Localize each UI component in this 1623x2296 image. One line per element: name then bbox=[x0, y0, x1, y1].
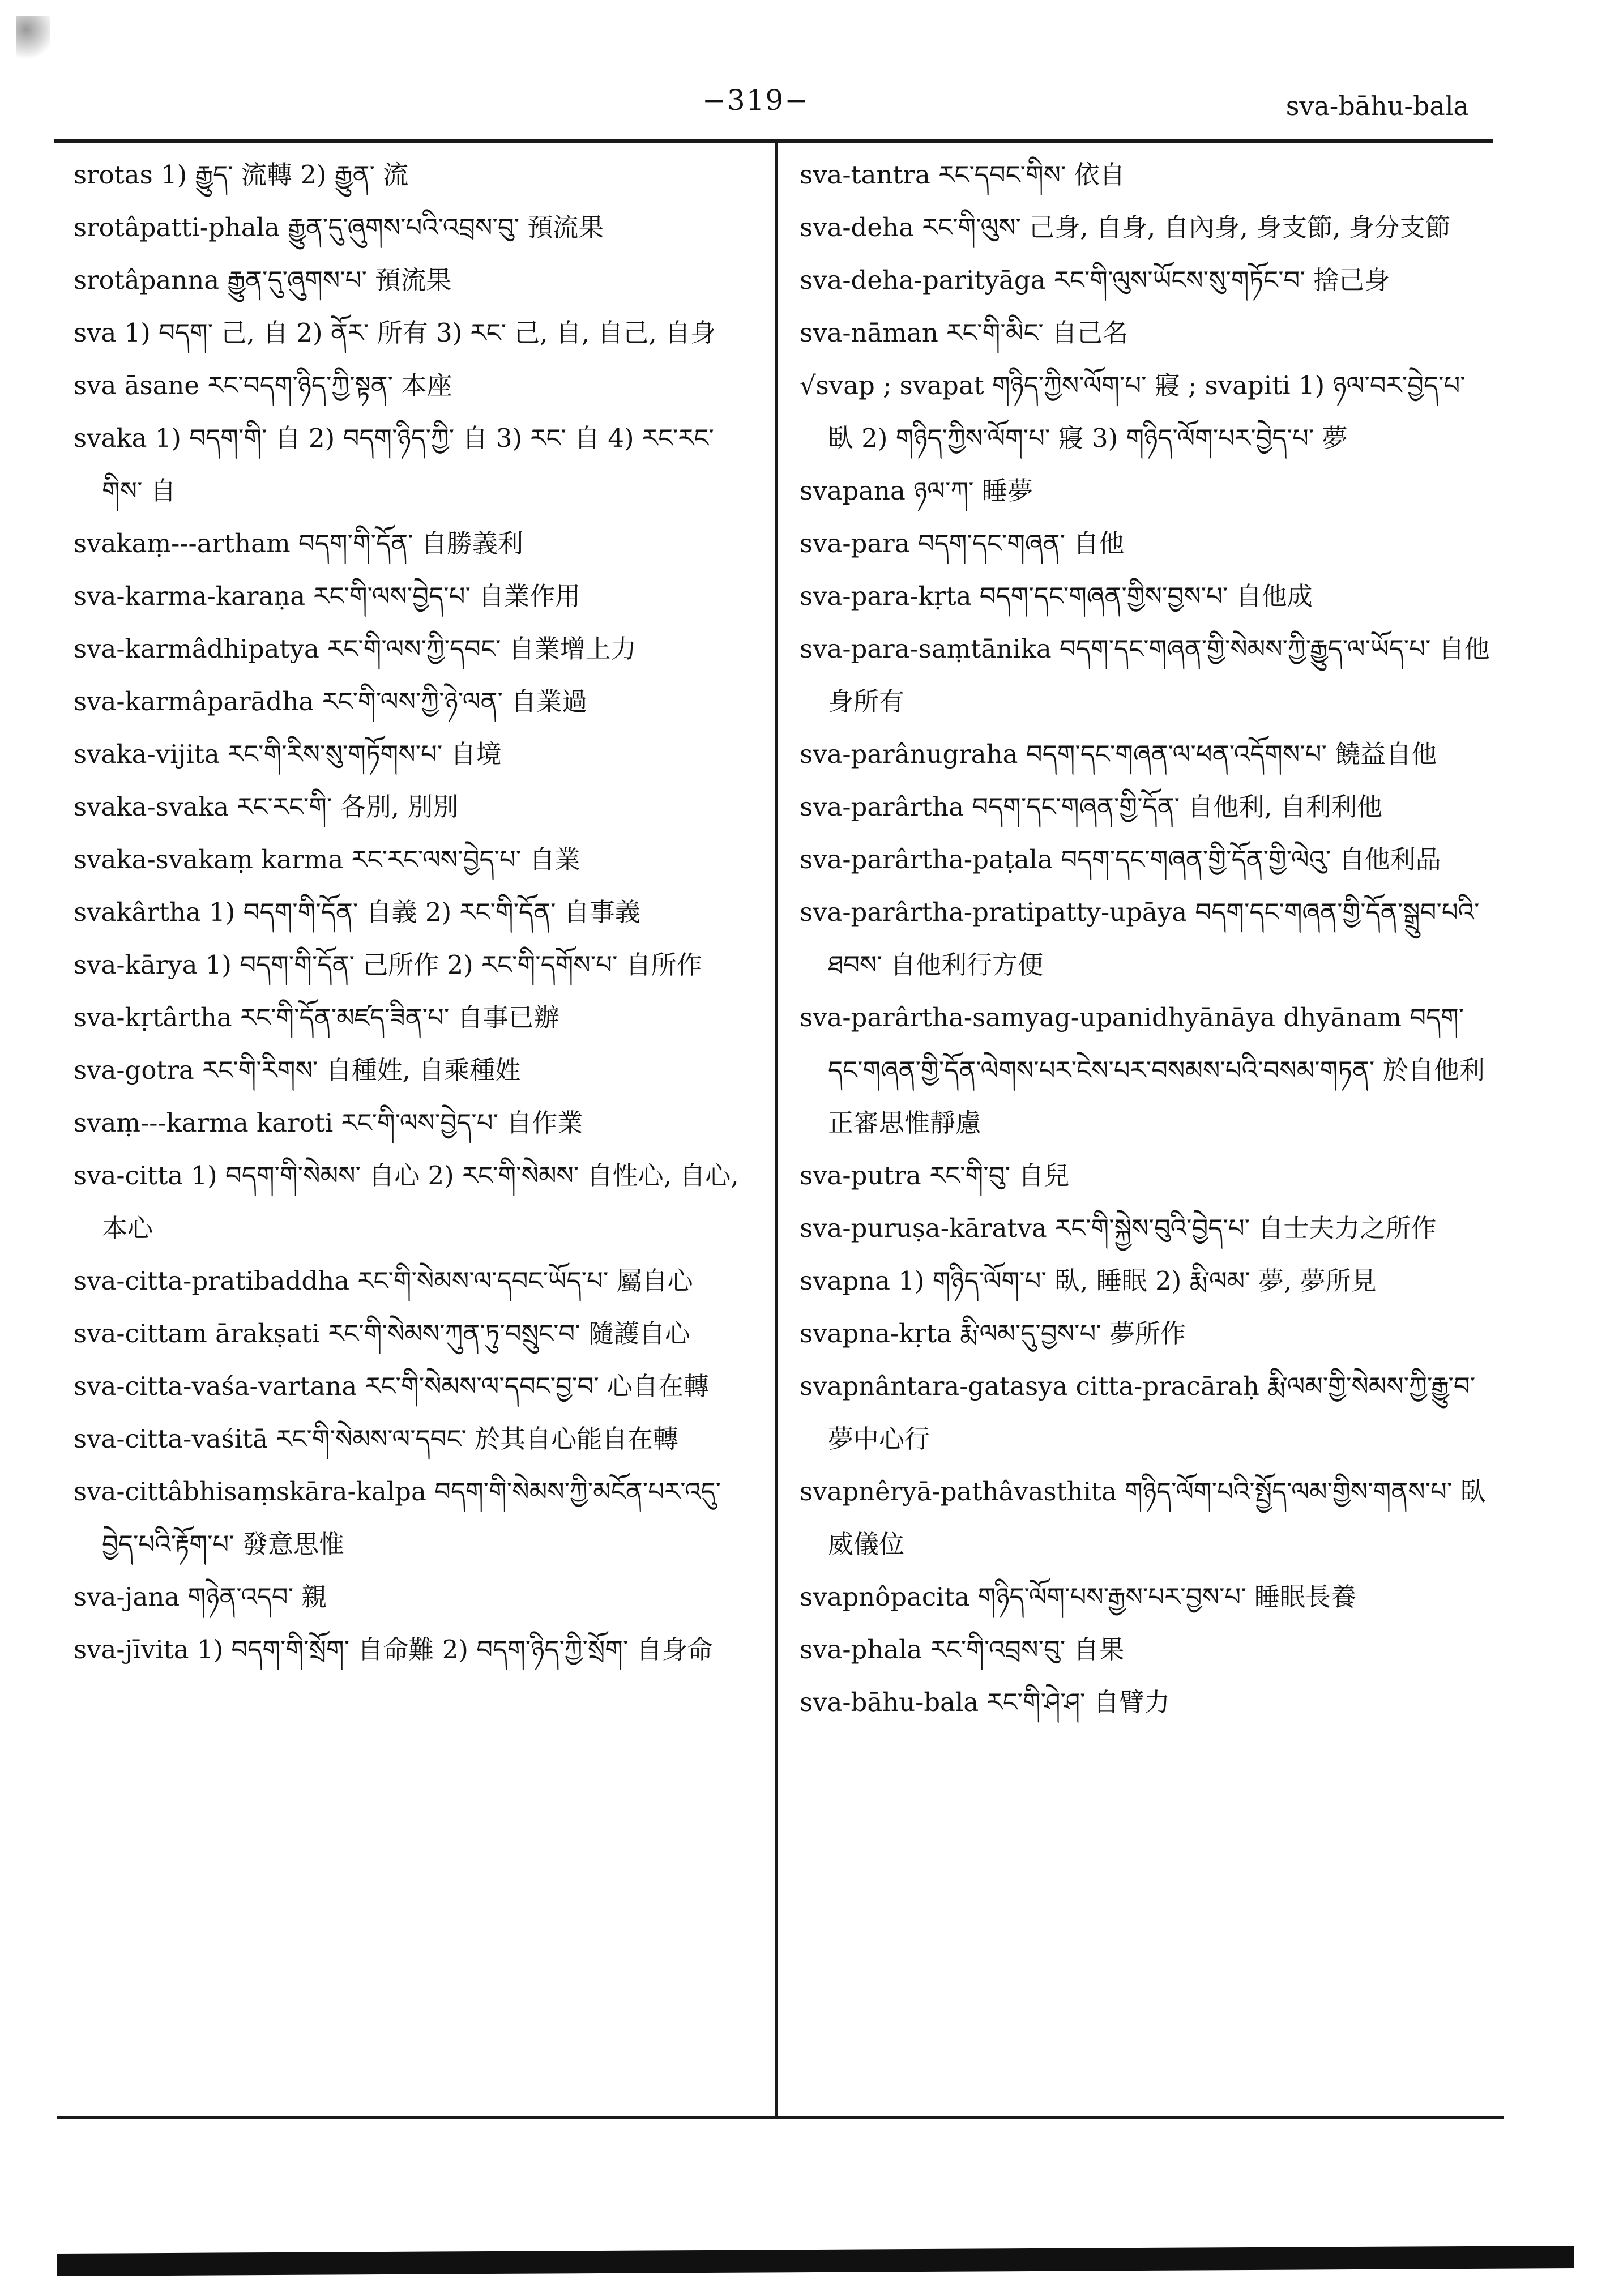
entry-headword: svaka-svakaṃ karma bbox=[74, 844, 344, 874]
header-rule bbox=[54, 139, 1493, 143]
entry-headword: svapnântara-gatasya citta-pracāraḥ bbox=[800, 1371, 1259, 1401]
entry-headword: sva-para-saṃtānika bbox=[800, 634, 1052, 664]
entry-translation: 1) བདག་གི་དོན་ 己所作 2) རང་གི་དགོས་པ་ 自所作 bbox=[205, 950, 702, 980]
entry-translation: རང་གི་ལས་བྱེད་པ་ 自業作用 bbox=[313, 581, 581, 611]
entry-headword: sva-citta-vaśa-vartana bbox=[74, 1371, 357, 1401]
dictionary-entry bbox=[800, 886, 1490, 991]
entry-headword: sva-phala bbox=[800, 1634, 922, 1665]
entry-headword: sva-citta bbox=[74, 1160, 183, 1190]
entry-translation: རྨི་ལམ་དུ་བྱས་པ་ 夢所作 bbox=[960, 1318, 1186, 1348]
entry-headword: sva-parârtha-paṭala bbox=[800, 844, 1053, 874]
dictionary-entry bbox=[800, 780, 1490, 833]
entry-headword: sva-deha bbox=[800, 212, 914, 242]
entry-translation: རང་གི་རིགས་ 自種姓, 自乘種姓 bbox=[202, 1055, 521, 1085]
entry-translation: རང་གི་རིས་སུ་གཏོགས་པ་ 自境 bbox=[228, 739, 502, 769]
entry-translation: རང་རང་ལས་བྱེད་པ་ 自業 bbox=[351, 844, 580, 874]
dictionary-entry bbox=[800, 148, 1490, 201]
dictionary-entry bbox=[74, 728, 753, 780]
entry-translation: རང་གི་ལས་ཀྱི་ཉེ་ལན་ 自業過 bbox=[322, 686, 588, 716]
entry-translation: རང་གི་ལུས་ 己身, 自身, 自內身, 身支節, 身分支節 bbox=[922, 212, 1451, 242]
entry-headword: svaka bbox=[74, 423, 147, 453]
entry-translation: 1) གཉིད་ལོག་པ་ 臥, 睡眠 2) རྨི་ལམ་ 夢, 夢所見 bbox=[898, 1266, 1377, 1296]
dictionary-entry bbox=[74, 1412, 753, 1465]
dictionary-entry bbox=[800, 306, 1490, 359]
entry-translation: རང་གི་ལས་ཀྱི་དབང་ 自業增上力 bbox=[327, 634, 637, 664]
entry-headword: √svap ; svapat bbox=[800, 370, 984, 400]
dictionary-entry bbox=[800, 728, 1490, 780]
dictionary-entry bbox=[74, 938, 753, 991]
entry-headword: sva-deha-parityāga bbox=[800, 265, 1046, 295]
entry-headword: sva-karmâparādha bbox=[74, 686, 314, 716]
entry-headword: sva-citta-pratibaddha bbox=[74, 1266, 350, 1296]
entry-translation: རང་རང་གི་ 各別, 別別 bbox=[237, 792, 459, 822]
entry-headword: sva-cittâbhisaṃskāra-kalpa bbox=[74, 1476, 426, 1507]
entry-translation: རང་གི་སྐྱེས་བུའི་བྱེད་པ་ 自士夫力之所作 bbox=[1055, 1213, 1437, 1243]
entry-headword: sva-bāhu-bala bbox=[800, 1687, 979, 1717]
entry-translation: 1) རྒྱུད་ 流轉 2) རྒྱུན་ 流 bbox=[161, 160, 409, 190]
entry-translation: རང་དབང་གིས་ 依自 bbox=[938, 160, 1125, 190]
entry-translation: གཉིད་ལོག་པས་རྒྱས་པར་བྱས་པ་ 睡眠長養 bbox=[977, 1582, 1357, 1612]
entry-translation: རྒྱུན་དུ་ཞུགས་པ་ 預流果 bbox=[227, 265, 452, 295]
entry-headword: sva-karmâdhipatya bbox=[74, 634, 319, 664]
entry-translation: བདག་དང་གཞན་གྱི་དོན་སྒྲུབ་པའི་ཐབས་ 自他利行方便 bbox=[828, 897, 1480, 980]
entry-translation: རང་གི་ཤེ་ཤ་ 自臂力 bbox=[986, 1687, 1170, 1717]
entry-headword: sva-nāman bbox=[800, 318, 938, 348]
entry-headword: sva-putra bbox=[800, 1160, 921, 1190]
entry-headword: sva-para-kṛta bbox=[800, 581, 972, 611]
dictionary-entry bbox=[800, 1307, 1490, 1360]
entry-translation: རྒྱུན་དུ་ཞུགས་པའི་འབྲས་བུ་ 預流果 bbox=[288, 212, 604, 242]
dictionary-entry bbox=[800, 254, 1490, 306]
entry-translation: གཉེན་འདབ་ 親 bbox=[187, 1582, 327, 1612]
dictionary-entry bbox=[74, 833, 753, 886]
dictionary-entry bbox=[74, 886, 753, 938]
entry-translation: རྨི་ལམ་གྱི་སེམས་ཀྱི་རྒྱུ་བ་ 夢中心行 bbox=[828, 1371, 1476, 1454]
dictionary-entry bbox=[800, 201, 1490, 254]
entry-headword: sva-karma-karaṇa bbox=[74, 581, 306, 611]
dictionary-entry bbox=[74, 1360, 753, 1412]
entry-headword: srotâpanna bbox=[74, 265, 220, 295]
dictionary-entry bbox=[74, 1307, 753, 1360]
dictionary-entry bbox=[74, 1571, 753, 1623]
entry-headword: svaka-svaka bbox=[74, 792, 229, 822]
entry-headword: sva-tantra bbox=[800, 160, 930, 190]
entry-translation: རང་གི་འབྲས་བུ་ 自果 bbox=[930, 1634, 1125, 1665]
dictionary-entry bbox=[74, 254, 753, 306]
column-divider bbox=[775, 142, 778, 2117]
footer-rule bbox=[57, 2116, 1504, 2119]
dictionary-entry bbox=[800, 464, 1490, 517]
entry-translation: རང་གི་སེམས་ལ་དབང་ 於其自心能自在轉 bbox=[276, 1424, 679, 1454]
entry-headword: srotâpatti-phala bbox=[74, 212, 280, 242]
dictionary-entry bbox=[800, 517, 1490, 570]
entry-translation: གཉིད་ཀྱིས་ལོག་པ་ 寢 ; svapiti 1) ཉལ་བར་བྱེད་པ་ 臥 2) གཉིད་ཀྱིས་ལོག་པ་ 寢 3) གཉིད་ལོག་པར་བྱེད་པ་ 夢 bbox=[828, 370, 1466, 453]
entry-translation: 1) བདག་གི་དོན་ 自義 2) རང་གི་དོན་ 自事義 bbox=[209, 897, 640, 927]
entry-translation: རང་གི་བུ་ 自兒 bbox=[929, 1160, 1070, 1190]
entry-headword: svaka-vijita bbox=[74, 739, 220, 769]
entry-headword: sva-kārya bbox=[74, 950, 198, 980]
dictionary-entry bbox=[800, 1202, 1490, 1254]
dictionary-entry bbox=[800, 622, 1490, 728]
dictionary-entry bbox=[74, 570, 753, 622]
entry-headword: sva-citta-vaśitā bbox=[74, 1424, 268, 1454]
dictionary-entry bbox=[800, 1676, 1490, 1729]
entry-translation: རང་གི་མིང་ 自己名 bbox=[946, 318, 1129, 348]
dictionary-entry bbox=[800, 1254, 1490, 1307]
entry-translation: བདག་དང་གཞན་ 自他 bbox=[917, 528, 1125, 558]
dictionary-entry bbox=[800, 1360, 1490, 1465]
dictionary-entry bbox=[800, 1149, 1490, 1202]
entry-headword: sva-parârtha-samyag-upanidhyānāya dhyānam bbox=[800, 1002, 1402, 1032]
entry-translation: རང་གི་ལས་བྱེད་པ་ 自作業 bbox=[341, 1108, 583, 1138]
entry-translation: བདག་དང་གཞན་ལ་ཕན་འདོགས་པ་ 饒益自他 bbox=[1026, 739, 1437, 769]
entry-headword: sva-jīvita bbox=[74, 1634, 189, 1665]
dictionary-entry bbox=[800, 1623, 1490, 1676]
entry-translation: 1) བདག་གི་སེམས་ 自心 2) རང་གི་སེམས་ 自性心, 自心, 本心 bbox=[102, 1160, 739, 1243]
running-head: sva-bāhu-bala bbox=[1285, 91, 1469, 121]
scan-artifact bbox=[16, 16, 50, 61]
entry-headword: sva-parârtha bbox=[800, 792, 964, 822]
dictionary-entry bbox=[74, 1623, 753, 1676]
entry-headword: svakârtha bbox=[74, 897, 201, 927]
scan-edge-bar bbox=[57, 2246, 1574, 2276]
entry-headword: sva-para bbox=[800, 528, 910, 558]
entry-translation: རང་གི་དོན་མཛད་ཟིན་པ་ 自事已辦 bbox=[240, 1002, 559, 1032]
dictionary-entry bbox=[74, 991, 753, 1044]
dictionary-entry bbox=[74, 1044, 753, 1096]
entry-translation: རང་གི་ལུས་ཡོངས་སུ་གཏོང་བ་ 捨己身 bbox=[1053, 265, 1390, 295]
dictionary-entry bbox=[74, 1465, 753, 1571]
dictionary-entry bbox=[800, 359, 1490, 464]
dictionary-entry bbox=[74, 622, 753, 675]
dictionary-entry bbox=[800, 833, 1490, 886]
entry-headword: svapna-kṛta bbox=[800, 1318, 952, 1348]
dictionary-entry bbox=[800, 570, 1490, 622]
entry-headword: sva-jana bbox=[74, 1582, 180, 1612]
entry-translation: རང་གི་སེམས་ཀུན་ཏུ་བསྲུང་བ་ 隨護自心 bbox=[328, 1318, 691, 1348]
entry-headword: svapna bbox=[800, 1266, 890, 1296]
entry-headword: sva-parârtha-pratipatty-upāya bbox=[800, 897, 1188, 927]
entry-translation: བདག་དང་གཞན་གྱི་དོན་ 自他利, 自利利他 bbox=[972, 792, 1382, 822]
entry-translation: གཉིད་ལོག་པའི་སྤྱོད་ལམ་གྱིས་གནས་པ་ 臥威儀位 bbox=[828, 1476, 1486, 1559]
entry-translation: 1) བདག་གི་ 自 2) བདག་ཉིད་ཀྱི་ 自 3) རང་ 自 4) རང་རང་གིས་ 自 bbox=[102, 423, 714, 506]
entry-translation: རང་གི་སེམས་ལ་དབང་བྱ་བ་ 心自在轉 bbox=[365, 1371, 709, 1401]
entry-headword: svaṃ---karma karoti bbox=[74, 1108, 334, 1138]
entry-headword: svapnôpacita bbox=[800, 1582, 970, 1612]
entry-headword: sva bbox=[74, 318, 117, 348]
dictionary-entry bbox=[74, 1096, 753, 1149]
dictionary-entry bbox=[74, 1149, 753, 1254]
entry-headword: svapnêryā-pathâvasthita bbox=[800, 1476, 1117, 1507]
right-column bbox=[800, 148, 1490, 1729]
entry-translation: 1) བདག་ 己, 自 2) ནོར་ 所有 3) རང་ 己, 自, 自己, 自身 bbox=[124, 318, 716, 348]
entry-headword: sva-cittam ārakṣati bbox=[74, 1318, 320, 1348]
entry-translation: ཉལ་ཀ་ 睡夢 bbox=[913, 476, 1033, 506]
entry-headword: svakaṃ---artham bbox=[74, 528, 291, 558]
entry-translation: བདག་དང་གཞན་གྱི་དོན་གྱི་ལེའུ་ 自他利品 bbox=[1061, 844, 1441, 874]
entry-headword: sva-kṛtârtha bbox=[74, 1002, 232, 1032]
entry-translation: བདག་དང་གཞན་གྱི་དོན་ལེགས་པར་ངེས་པར་བསམས་པའི་བསམ་གཏན་ 於自他利正審思惟靜慮 bbox=[828, 1002, 1485, 1138]
dictionary-entry bbox=[800, 1571, 1490, 1623]
dictionary-entry bbox=[800, 1465, 1490, 1571]
entry-headword: srotas bbox=[74, 160, 153, 190]
dictionary-entry bbox=[74, 201, 753, 254]
dictionary-entry bbox=[74, 1254, 753, 1307]
dictionary-entry bbox=[74, 148, 753, 201]
entry-headword: sva-gotra bbox=[74, 1055, 194, 1085]
entry-translation: རང་བདག་ཉིད་ཀྱི་སྟན་ 本座 bbox=[207, 370, 452, 400]
entry-headword: sva āsane bbox=[74, 370, 200, 400]
dictionary-entry bbox=[74, 306, 753, 359]
entry-translation: བདག་དང་གཞན་གྱིས་བྱས་པ་ 自他成 bbox=[979, 581, 1313, 611]
page-number: −319− bbox=[702, 84, 810, 117]
entry-translation: བདག་གི་དོན་ 自勝義利 bbox=[298, 528, 523, 558]
dictionary-entry bbox=[74, 517, 753, 570]
entry-headword: sva-parânugraha bbox=[800, 739, 1018, 769]
entry-headword: sva-puruṣa-kāratva bbox=[800, 1213, 1047, 1243]
entry-headword: svapana bbox=[800, 476, 906, 506]
dictionary-entry bbox=[74, 359, 753, 412]
entry-translation: བདག་གི་སེམས་ཀྱི་མངོན་པར་འདུ་བྱེད་པའི་རྟོག་པ་ 發意思惟 bbox=[102, 1476, 721, 1559]
dictionary-entry bbox=[74, 412, 753, 517]
dictionary-entry bbox=[800, 991, 1490, 1149]
entry-translation: 1) བདག་གི་སྲོག་ 自命難 2) བདག་ཉིད་ཀྱི་སྲོག་ 自身命 bbox=[197, 1634, 713, 1665]
dictionary-entry bbox=[74, 675, 753, 728]
left-column bbox=[74, 148, 753, 1676]
entry-translation: བདག་དང་གཞན་གྱི་སེམས་ཀྱི་རྒྱུད་ལ་ཡོད་པ་ 自他身所有 bbox=[828, 634, 1490, 716]
entry-translation: རང་གི་སེམས་ལ་དབང་ཡོད་པ་ 屬自心 bbox=[357, 1266, 693, 1296]
dictionary-entry bbox=[74, 780, 753, 833]
